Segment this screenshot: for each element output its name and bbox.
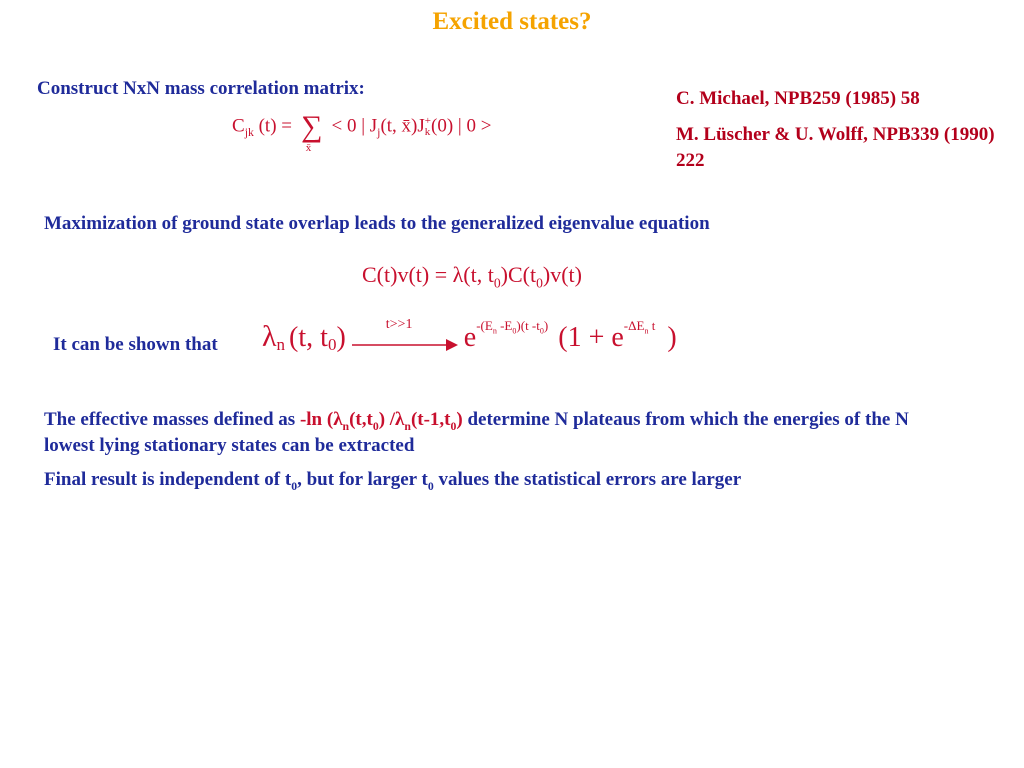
- maximization-text: Maximization of ground state overlap leads to the generalized eigenvalue equation: [44, 213, 710, 234]
- limit-factor-open: (1 + e: [558, 322, 624, 353]
- effective-mass-text: [44, 407, 944, 459]
- reference-michael: C. Michael, NPB259 (1985) 58: [676, 88, 920, 109]
- limit-lambda: λ: [262, 320, 277, 353]
- final-result-text: [44, 467, 944, 493]
- limit-args-close: ): [336, 322, 346, 353]
- limit-arrow-label: t>>1: [385, 317, 413, 333]
- limit-exponent-1: [476, 318, 548, 334]
- limit-exponent-2: [624, 318, 656, 334]
- em-post: ): [456, 409, 463, 430]
- gev-part3: )v(t): [542, 262, 582, 287]
- correlation-lhs: C: [232, 115, 245, 137]
- gev-part1: C(t)v(t) = λ(t, t: [362, 262, 494, 287]
- em-mid3: (t-1,t: [410, 409, 451, 430]
- sum-index: x̄: [305, 142, 312, 154]
- exp2-text: -ΔE: [623, 318, 645, 333]
- exp1-close: ): [543, 318, 549, 333]
- limit-args: (t, t: [289, 322, 328, 353]
- correlation-body3: (0) | 0 >: [431, 115, 492, 137]
- right-arrow-icon: [350, 327, 460, 357]
- gev-equation: [362, 262, 582, 291]
- effective-mass-formula: [299, 409, 463, 433]
- effective-mass-paragraph: [44, 407, 944, 501]
- exp1-t0: 0: [539, 326, 544, 336]
- limit-lambda-sub: n: [276, 335, 286, 355]
- limit-args-sub: 0: [327, 335, 337, 355]
- correlation-body: < 0 | J: [331, 115, 378, 137]
- correlation-equation: [232, 110, 492, 154]
- sum-symbol: ∑: [301, 110, 323, 143]
- limit-factor-close: ): [667, 322, 677, 353]
- final-sub-2: 0: [427, 479, 434, 493]
- correlation-j-sub: j: [377, 126, 381, 140]
- gev-sub-2: 0: [536, 275, 543, 291]
- exp1-n: n: [492, 326, 497, 336]
- shown-label: It can be shown that: [53, 334, 218, 355]
- exp1-tail: )(t -t: [516, 318, 540, 333]
- correlation-lhs-sub: jk: [244, 126, 254, 140]
- final-part3: values the statistical errors are larger: [433, 469, 742, 490]
- correlation-k-sub: k: [424, 126, 431, 138]
- em-mid1: (t,t: [349, 409, 373, 430]
- effective-mass-part1: The effective masses defined as: [44, 409, 300, 430]
- final-part2: , but for larger t: [297, 469, 428, 490]
- em-pre: -ln (λ: [299, 409, 343, 430]
- em-n2: n: [404, 419, 411, 433]
- em-mid2: ) /λ: [378, 409, 405, 430]
- sum-block: [297, 110, 327, 154]
- references: [676, 86, 1006, 184]
- reference-luscher-wolff: M. Lüscher & U. Wolff, NPB339 (1990) 222: [676, 124, 995, 171]
- em-z1: 0: [372, 419, 379, 433]
- exp2-t: t: [648, 318, 656, 333]
- correlation-body2: (t, x̄)J: [380, 115, 425, 137]
- final-part1: Final result is independent of t: [44, 469, 292, 490]
- em-n1: n: [342, 419, 350, 433]
- final-sub-1: 0: [291, 479, 298, 493]
- limit-equation: [262, 317, 677, 360]
- exp1-mid: -E: [496, 318, 513, 333]
- limit-e: e: [463, 322, 477, 353]
- correlation-lhs-arg: (t) =: [258, 115, 292, 137]
- exp1-text: -(E: [476, 318, 493, 333]
- exp1-zero: 0: [512, 326, 517, 336]
- construct-label: Construct NxN mass correlation matrix:: [37, 78, 365, 99]
- slide-title: Excited states?: [432, 8, 592, 35]
- correlation-k-sup: +: [424, 115, 431, 127]
- exp2-n: n: [644, 326, 649, 336]
- gev-part2: )C(t: [500, 262, 537, 287]
- effective-mass-part2: determine N plateaus from which the energies of the N lowest lying stationary states can be extracted: [44, 409, 909, 456]
- limit-arrow-block: [350, 317, 460, 357]
- em-z2: 0: [450, 419, 457, 433]
- gev-sub-1: 0: [493, 275, 501, 291]
